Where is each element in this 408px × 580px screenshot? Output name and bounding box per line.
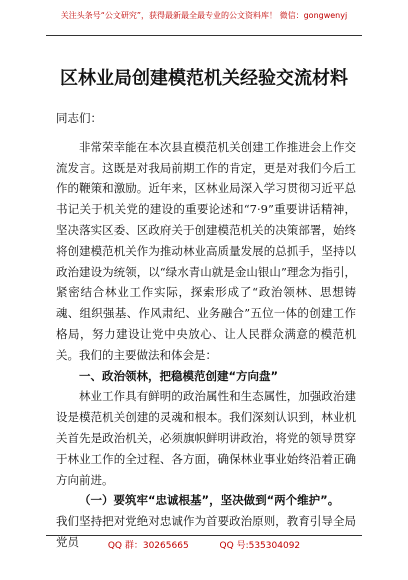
footer-qq-number: QQ 号:535304092 [219,541,301,551]
salutation: 同志们： [56,111,102,125]
footer-qq-group: QQ 群：30265665 [107,541,189,551]
section-1-paragraph: 林业工作具有鲜明的政治属性和生态属性，加强政治建设是模范机关创建的灵魂和根本。我们深刻认识到，林业机关首先是政治机关，必须旗帜鲜明讲政治，将党的领导贯穿于林业工作的全过程、各方面，确保林业事业始终沿着正确方向前进。 [56,389,356,487]
document-title: 区林业局创建模范机关经验交流材料 [60,68,348,89]
section-heading-1: 一、政治领林，把稳模范创建“方向盘” [79,368,279,383]
header-note: 关注头条号“公文研究”，获得最新最全最专业的公文资料库！ 微信：gongwenyj [60,11,348,20]
header-divider [46,35,362,36]
footer-divider [46,535,362,536]
document-body [56,108,356,553]
subsection-heading-1: （一）要筑牢“忠诚根基”，坚决做到“两个维护”。 [79,493,340,508]
footer [0,538,408,551]
subsection-1-paragraph: 我们坚持把对党绝对忠诚作为首要政治原则，教育引导全局党员 [56,514,356,549]
intro-paragraph: 非常荣幸能在本次县直模范机关创建工作推进会上作交流发言。这既是对我局前期工作的肯定，更是对我们今后工作的鞭策和激励。近年来，区林业局深入学习贯彻习近平总书记关于机关党的建设的重要论述和“7·9”重要讲话精神，坚决落实区委、区政府关于创建模范机关的决策部署，始终将创建模范机关作为推动林业高质量发展的总抓手，坚持以政治建设为统领，以“绿水青山就是金山银山”理念为指引，紧密结合林业工作实际，探索形成了“政治领林、思想铸魂、组织强基、作风肃纪、业务融合”五位一体的创建工作格局，努力建设让党中央放心、让人民群众满意的模范机关。我们的主要做法和体会是： [56,139,356,362]
